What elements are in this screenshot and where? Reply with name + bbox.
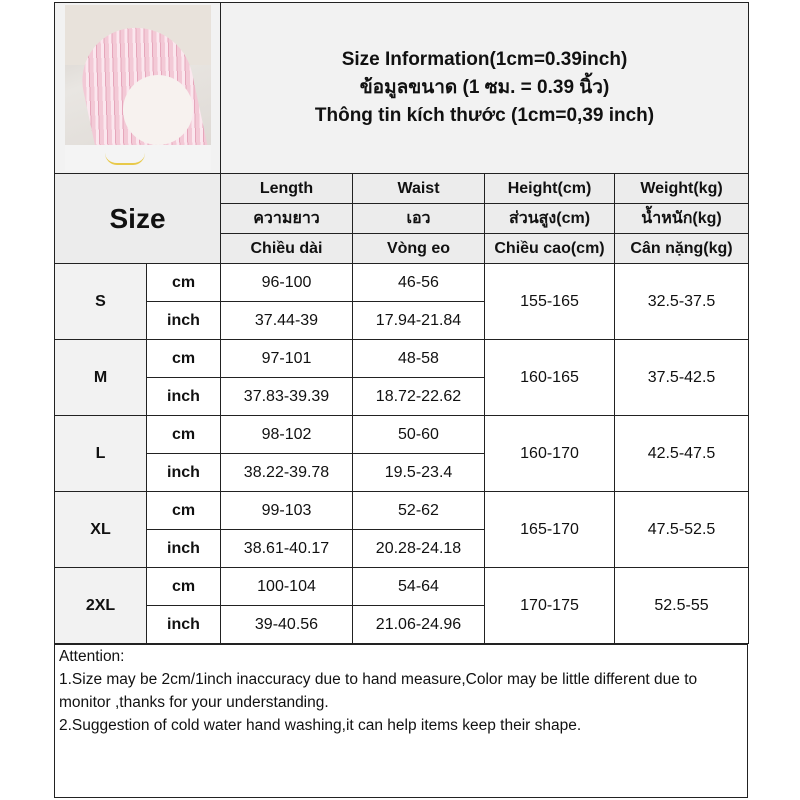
- col-weight-en: Weight(kg): [615, 174, 749, 204]
- length-cm-cell: 99-103: [221, 492, 353, 530]
- table-row: [55, 340, 749, 378]
- title-block: [221, 3, 749, 174]
- size-header: Size: [55, 174, 221, 264]
- unit-label: inch: [147, 302, 221, 340]
- waist-cm-cell: 54-64: [353, 568, 485, 606]
- unit-label: cm: [147, 416, 221, 454]
- waist-cm-cell: 50-60: [353, 416, 485, 454]
- product-photo-cell: [55, 3, 221, 174]
- col-weight-vi: Cân nặng(kg): [615, 234, 749, 264]
- table-row: [55, 416, 749, 454]
- height-cell: 160-170: [485, 416, 615, 492]
- note-1: 1.Size may be 2cm/1inch inaccuracy due to hand measure,Color may be little different due to monitor ,thanks for your understanding.: [59, 671, 698, 711]
- table-row: [55, 568, 749, 606]
- unit-label: inch: [147, 606, 221, 644]
- waist-cm-cell: 52-62: [353, 492, 485, 530]
- unit-label: inch: [147, 454, 221, 492]
- length-inch-cell: 38.22-39.78: [221, 454, 353, 492]
- title-english: Size Information(1cm=0.39inch): [341, 49, 628, 70]
- height-cell: 155-165: [485, 264, 615, 340]
- weight-cell: 37.5-42.5: [615, 340, 749, 416]
- table-row: [55, 264, 749, 302]
- waist-cm-cell: 46-56: [353, 264, 485, 302]
- weight-cell: 42.5-47.5: [615, 416, 749, 492]
- col-waist-th: เอว: [353, 204, 485, 234]
- unit-label: inch: [147, 378, 221, 416]
- col-height-vi: Chiều cao(cm): [485, 234, 615, 264]
- col-length-vi: Chiều dài: [221, 234, 353, 264]
- weight-cell: 52.5-55: [615, 568, 749, 644]
- product-photo: [65, 5, 211, 171]
- waist-inch-cell: 18.72-22.62: [353, 378, 485, 416]
- title-vietnamese: Thông tin kích thước (1cm=0,39 inch): [314, 105, 655, 126]
- size-label: M: [55, 340, 147, 416]
- table-row: [55, 492, 749, 530]
- waist-inch-cell: 20.28-24.18: [353, 530, 485, 568]
- col-waist-vi: Vòng eo: [353, 234, 485, 264]
- height-cell: 160-165: [485, 340, 615, 416]
- length-cm-cell: 100-104: [221, 568, 353, 606]
- col-waist-en: Waist: [353, 174, 485, 204]
- length-cm-cell: 96-100: [221, 264, 353, 302]
- length-inch-cell: 38.61-40.17: [221, 530, 353, 568]
- unit-label: cm: [147, 340, 221, 378]
- unit-label: cm: [147, 492, 221, 530]
- height-cell: 170-175: [485, 568, 615, 644]
- size-label: S: [55, 264, 147, 340]
- unit-label: cm: [147, 568, 221, 606]
- notes-heading: Attention:: [59, 648, 125, 665]
- waist-inch-cell: 19.5-23.4: [353, 454, 485, 492]
- col-height-th: ส่วนสูง(cm): [485, 204, 615, 234]
- attention-notes: [54, 644, 748, 798]
- unit-label: inch: [147, 530, 221, 568]
- col-length-th: ความยาว: [221, 204, 353, 234]
- col-length-en: Length: [221, 174, 353, 204]
- size-label: L: [55, 416, 147, 492]
- col-height-en: Height(cm): [485, 174, 615, 204]
- title-thai: ข้อมูลขนาด (1 ซม. = 0.39 นิ้ว): [359, 77, 610, 98]
- weight-cell: 47.5-52.5: [615, 492, 749, 568]
- size-label: XL: [55, 492, 147, 568]
- length-inch-cell: 37.44-39: [221, 302, 353, 340]
- length-cm-cell: 97-101: [221, 340, 353, 378]
- size-table: [54, 2, 749, 644]
- length-inch-cell: 39-40.56: [221, 606, 353, 644]
- col-weight-th: น้ำหนัก(kg): [615, 204, 749, 234]
- size-label: 2XL: [55, 568, 147, 644]
- waist-inch-cell: 17.94-21.84: [353, 302, 485, 340]
- size-chart: [54, 2, 748, 798]
- note-2: 2.Suggestion of cold water hand washing,it can help items keep their shape.: [59, 717, 582, 734]
- weight-cell: 32.5-37.5: [615, 264, 749, 340]
- length-inch-cell: 37.83-39.39: [221, 378, 353, 416]
- waist-cm-cell: 48-58: [353, 340, 485, 378]
- waist-inch-cell: 21.06-24.96: [353, 606, 485, 644]
- unit-label: cm: [147, 264, 221, 302]
- length-cm-cell: 98-102: [221, 416, 353, 454]
- height-cell: 165-170: [485, 492, 615, 568]
